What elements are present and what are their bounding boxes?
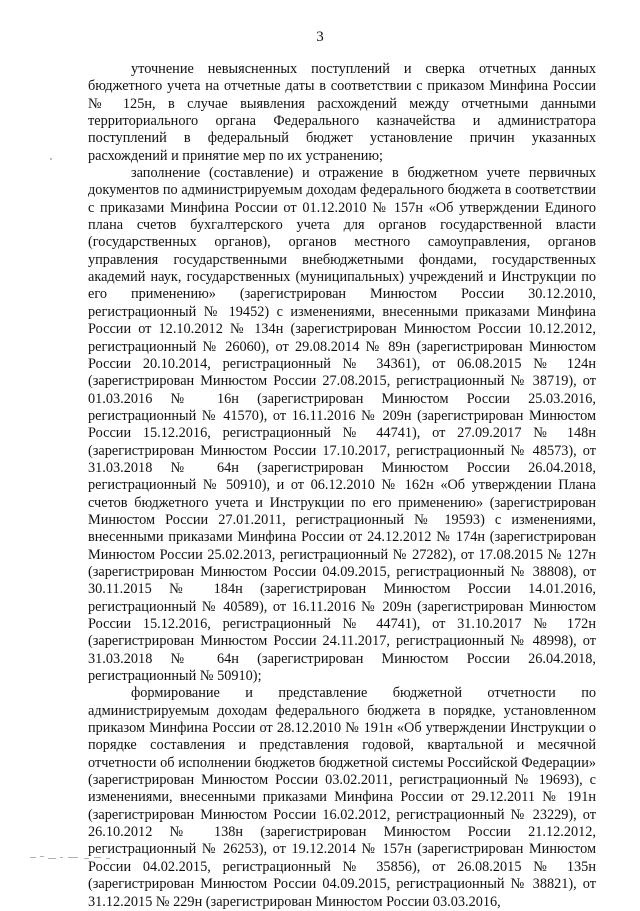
- scan-artifact: [30, 855, 120, 861]
- document-body: [88, 61, 596, 911]
- scan-speck: [50, 158, 52, 160]
- paragraph-reconciliation: уточнение невыясненных поступлений и сверка отчетных данных бюджетного учета на отчетные даты в соответствии с приказом Минфина России № 125н, в случае выявления расхождений между отчетными данными территориального органа Федерального казначейства и администратора поступлений в федеральный бюджет установление причин указанных расхождений и принятие мер по их устранению;: [88, 61, 596, 164]
- page-number: 3: [316, 29, 324, 45]
- paragraph-primary-documents: заполнение (составление) и отражение в бюджетном учете первичных документов по администрируемым доходам федерального бюджета в соответствии с приказами Минфина России от 01.12.2010 № 157н «Об утверждении Единого плана счетов бухгалтерского учета для органов государственной власти (государственных органов), органов местного самоуправления, органов управления государственными внебюджетными фондами, государственных академий наук, государственных (муниципальных) учреждений и Инструкции по его применению» (зарегистрирован Минюстом России 30.12.2010, регистрационный № 19452) с изменениями, внесенными приказами Минфина России от 12.10.2012 № 134н (зарегистрирован Минюстом России 10.12.2012, регистрационный № 26060), от 29.08.2014 № 89н (зарегистрирован Минюстом России 20.10.2014, регистрационный № 34361), от 06.08.2015 № 124н (зарегистрирован Минюстом России 27.08.2015, регистрационный № 38719), от 01.03.2016 № 16н (зарегистрирован Минюстом России 25.03.2016, регистрационный № 41570), от 16.11.2016 № 209н (зарегистрирован Минюстом России 15.12.2016, регистрационный № 44741), от 27.09.2017 № 148н (зарегистрирован Минюстом России 17.10.2017, регистрационный № 48573), от 31.03.2018 № 64н (зарегистрирован Минюстом России 26.04.2018, регистрационный № 50910), и от 06.12.2010 № 162н «Об утверждении Плана счетов бюджетного учета и Инструкции по его применению» (зарегистрирован Минюстом России 27.01.2011, регистрационный № 19593) с изменениями, внесенными приказами Минфина России от 24.12.2012 № 174н (зарегистрирован Минюстом России 25.02.2013, регистрационный № 27282), от 17.08.2015 № 127н (зарегистрирован Минюстом России 04.09.2015, регистрационный № 38808), от 30.11.2015 № 184н (зарегистрирован Минюстом России 14.01.2016, регистрационный № 40589), от 16.11.2016 № 209н (зарегистрирован Минюстом России 15.12.2016, регистрационный № 44741), от 31.10.2017 № 172н (зарегистрирован Минюстом России 24.11.2017, регистрационный № 48998), от 31.03.2018 № 64н (зарегистрирован Минюстом России 26.04.2018, регистрационный № 50910);: [88, 165, 596, 685]
- paragraph-budget-reporting: формирование и представление бюджетной отчетности по администрируемым доходам федерального бюджета в порядке, установленном приказом Минфина России от 28.12.2010 № 191н «Об утверждении Инструкции о порядке составления и представления годовой, квартальной и месячной отчетности об исполнении бюджетов бюджетной системы Российской Федерации» (зарегистрирован Минюстом России 03.02.2011, регистрационный № 19693), с изменениями, внесенными приказами Минфина России от 29.12.2011 № 191н (зарегистрирован Минюстом России 16.02.2012, регистрационный № 23229), от 26.10.2012 № 138н (зарегистрирован Минюстом России 21.12.2012, регистрационный № 26253), от 19.12.2014 № 157н (зарегистрирован Минюстом России 04.02.2015, регистрационный № 35856), от 26.08.2015 № 135н (зарегистрирован Минюстом России 04.09.2015, регистрационный № 38821), от 31.12.2015 № 229н (зарегистрирован Минюстом России 03.03.2016,: [88, 685, 596, 910]
